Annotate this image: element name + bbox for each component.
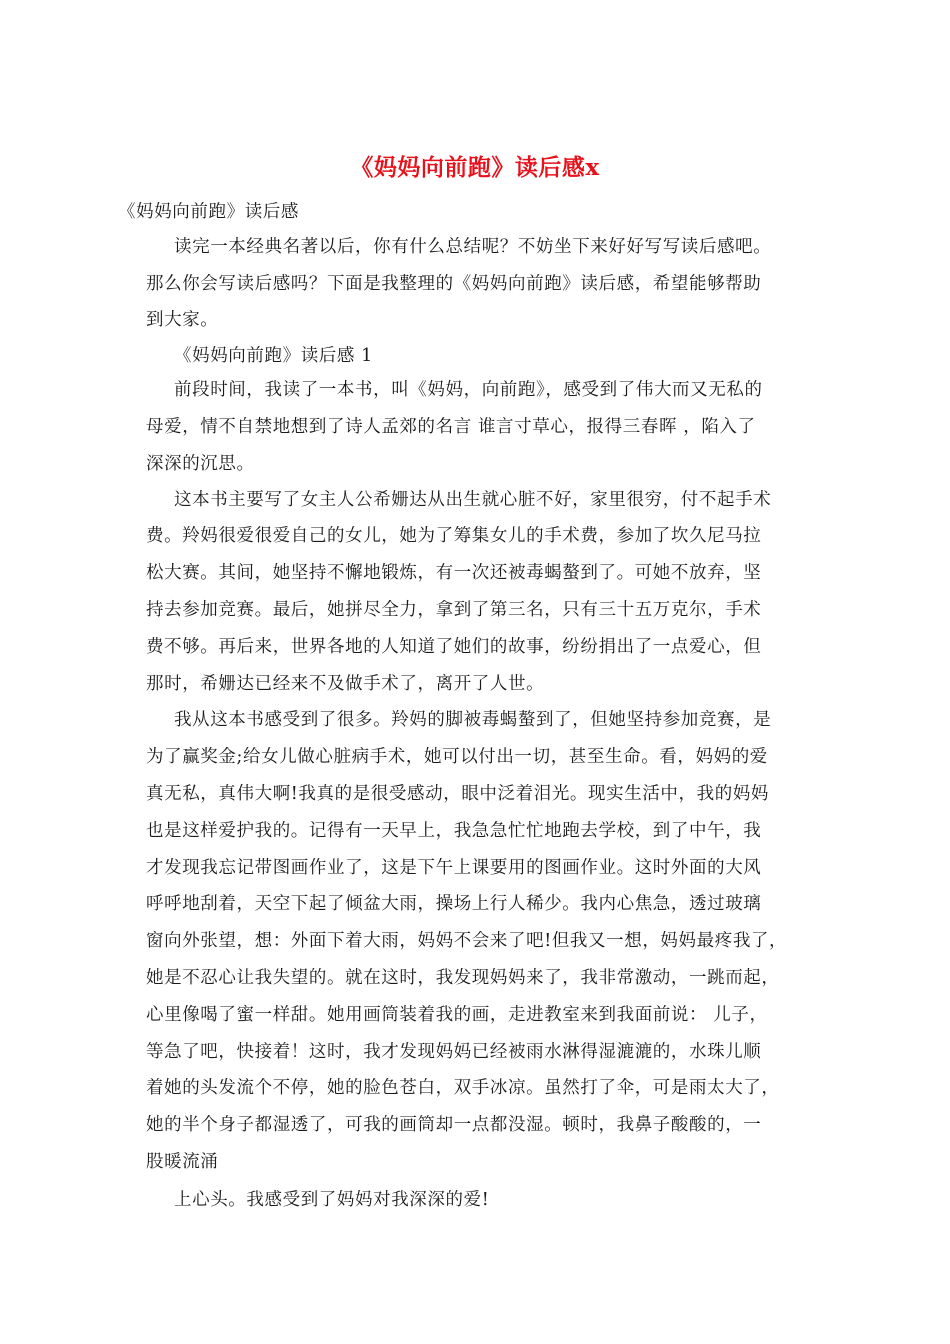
paragraph-line: 松大赛。其间，她坚持不懈地锻炼，有一次还被毒蝎螯到了。可她不放弃，坚	[146, 563, 762, 583]
paragraph-line: 那么你会写读后感吗？下面是我整理的《妈妈向前跑》读后感，希望能够帮助	[146, 274, 762, 294]
paragraph-line: 也是这样爱护我的。记得有一天早上，我急急忙忙地跑去学校，到了中午，我	[146, 821, 762, 841]
paragraph-line: 等急了吧，快接着！这时，我才发现妈妈已经被雨水淋得湿漉漉的，水珠儿顺	[146, 1042, 762, 1062]
paragraph-line: 前段时间，我读了一本书，叫《妈妈，向前跑》，感受到了伟大而又无私的	[174, 380, 763, 400]
section-heading: 《妈妈向前跑》读后感 1	[174, 346, 373, 366]
paragraph-line: 这本书主要写了女主人公希姗达从出生就心脏不好，家里很穷，付不起手术	[174, 490, 772, 510]
paragraph-line: 才发现我忘记带图画作业了，这是下午上课要用的图画作业。这时外面的大风	[146, 858, 762, 878]
paragraph-line: 母爱，情不自禁地想到了诗人孟郊的名言 谁言寸草心，报得三春晖 ，陷入了	[146, 417, 756, 437]
paragraph-line: 我从这本书感受到了很多。羚妈的脚被毒蝎螯到了，但她坚持参加竞赛，是	[174, 710, 772, 730]
paragraph-line: 真无私，真伟大啊!我真的是很受感动，眼中泛着泪光。现实生活中，我的妈妈	[146, 784, 770, 804]
paragraph-line: 费。羚妈很爱很爱自己的女儿，她为了筹集女儿的手术费，参加了坎久尼马拉	[146, 526, 762, 546]
paragraph-line: 她是不忍心让我失望的。就在这时，我发现妈妈来了，我非常激动，一跳而起，	[146, 968, 780, 988]
paragraph-line: 窗向外张望，想：外面下着大雨，妈妈不会来了吧!但我又一想，妈妈最疼我了，	[146, 931, 788, 951]
paragraph-line: 读完一本经典名著以后，你有什么总结呢？不妨坐下来好好写写读后感吧。	[174, 237, 772, 257]
paragraph-line: 她的半个身子都湿透了，可我的画筒却一点都没湿。顿时，我鼻子酸酸的，一	[146, 1115, 762, 1135]
paragraph-line: 着她的头发流个不停，她的脸色苍白，双手冰凉。虽然打了伞，可是雨太大了，	[146, 1078, 780, 1098]
paragraph-line: 持去参加竞赛。最后，她拼尽全力，拿到了第三名，只有三十五万克尔，手术	[146, 600, 762, 620]
paragraph-line: 深深的沉思。	[146, 454, 255, 474]
paragraph-line: 上心头。我感受到了妈妈对我深深的爱!	[174, 1190, 490, 1210]
paragraph-line: 那时，希姗达已经来不及做手术了，离开了人世。	[146, 674, 545, 694]
paragraph-line: 费不够。再后来，世界各地的人知道了她们的故事，纷纷捐出了一点爱心，但	[146, 637, 762, 657]
paragraph-line: 股暖流涌	[146, 1152, 219, 1172]
document-subtitle: 《妈妈向前跑》读后感	[118, 202, 299, 222]
document-title: 《妈妈向前跑》读后感x	[350, 154, 600, 181]
paragraph-line: 为了赢奖金;给女儿做心脏病手术，她可以付出一切，甚至生命。看，妈妈的爱	[146, 747, 768, 767]
paragraph-line: 呼呼地刮着，天空下起了倾盆大雨，操场上行人稀少。我内心焦急，透过玻璃	[146, 894, 762, 914]
paragraph-line: 心里像喝了蜜一样甜。她用画筒装着我的画，走进教室来到我面前说： 儿子，	[146, 1005, 768, 1025]
paragraph-line: 到大家。	[146, 310, 219, 330]
